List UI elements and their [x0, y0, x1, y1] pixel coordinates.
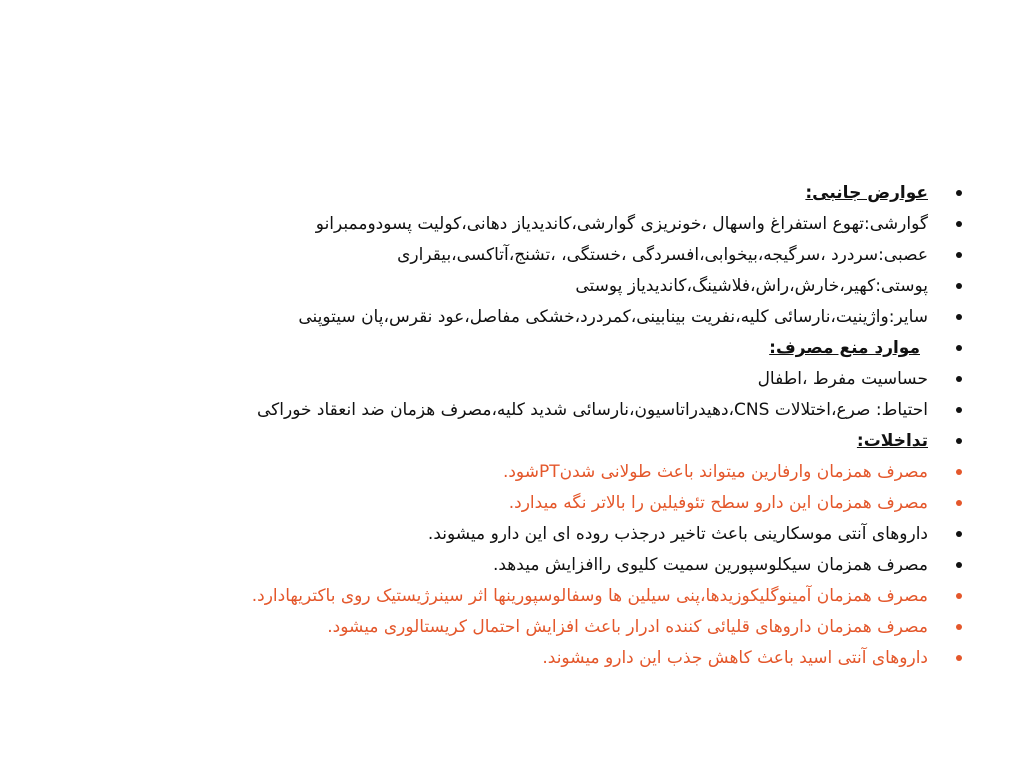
- bullet-text: پوستی:کهیر،خارش،راش،فلاشینگ،کاندیدیاز پوستی: [575, 276, 928, 296]
- bullet-item-warfarin: [60, 457, 968, 488]
- bullet-item-gastrointestinal: [60, 209, 968, 240]
- bullet-item-interactions-heading: [60, 426, 968, 457]
- bullet-dot-icon: [956, 624, 962, 630]
- bullet-text: مصرف همزمان آمینوگلیکوزیدها،پنی سیلین ها وسفالوسپورینها اثر سینرژیستیک روی باکتریهادارد.: [251, 586, 928, 606]
- bullet-text: سایر:واژینیت،نارسائی کلیه،نفریت بینابینی،کمردرد،خشکی مفاصل،عود نقرس،پان سیتوپنی: [298, 307, 928, 327]
- bullet-item-other-effects: [60, 302, 968, 333]
- bullet-text: داروهای آنتی اسید باعث کاهش جذب این دارو میشوند.: [542, 648, 928, 668]
- bullet-text: داروهای آنتی موسکارینی باعث تاخیر درجذب روده ای این دارو میشوند.: [427, 524, 928, 544]
- bullet-dot-icon: [956, 345, 962, 351]
- bullet-item-theophylline: [60, 488, 968, 519]
- bullet-dot-icon: [956, 407, 962, 413]
- bullet-item-aminoglycosides: [60, 581, 968, 612]
- bullet-dot-icon: [956, 593, 962, 599]
- bullet-item-urinary-alkalinizers: [60, 612, 968, 643]
- bullet-text: عصبی:سردرد ،سرگیجه،بیخوابی،افسردگی ،خستگی، ،تشنج،آتاکسی،بیقراری: [397, 245, 928, 265]
- bullet-text: مصرف همزمان این دارو سطح تئوفیلین را بالاتر نگه میدارد.: [508, 493, 928, 513]
- bullet-item-antimuscarinic: [60, 519, 968, 550]
- bullet-text: مصرف همزمان وارفارین میتواند باعث طولانی شدنPTشود.: [502, 462, 928, 482]
- bullet-item-dermatological: [60, 271, 968, 302]
- bullet-dot-icon: [956, 469, 962, 475]
- bullet-text: احتیاط: صرع،اختلالات CNS،دهیدراتاسیون،نارسائی شدید کلیه،مصرف هزمان ضد انعقاد خوراکی: [257, 400, 928, 420]
- bullet-text: حساسیت مفرط ،اطفال: [757, 369, 928, 389]
- bullet-dot-icon: [956, 314, 962, 320]
- bullet-text: مصرف همزمان داروهای قلیائی کننده ادرار باعث افزایش احتمال کریستالوری میشود.: [327, 617, 928, 637]
- bullet-dot-icon: [956, 221, 962, 227]
- bullet-dot-icon: [956, 438, 962, 444]
- bullet-item-cyclosporine: [60, 550, 968, 581]
- bullet-dot-icon: [956, 655, 962, 661]
- bullet-item-antacids: [60, 643, 968, 674]
- bullet-dot-icon: [956, 376, 962, 382]
- bullet-text: تداخلات:: [856, 431, 928, 451]
- bullet-dot-icon: [956, 252, 962, 258]
- bullet-text: موارد منع مصرف:: [769, 338, 920, 358]
- bullet-dot-icon: [956, 500, 962, 506]
- bullet-item-contraindications-heading: [60, 333, 968, 364]
- bullet-text: مصرف همزمان سیکلوسپورین سمیت کلیوی راافزایش میدهد.: [492, 555, 928, 575]
- bullet-dot-icon: [956, 283, 962, 289]
- bullet-list: [60, 178, 968, 674]
- bullet-item-hypersensitivity: [60, 364, 968, 395]
- bullet-dot-icon: [956, 531, 962, 537]
- bullet-item-caution: [60, 395, 968, 426]
- bullet-item-side-effects-heading: [60, 178, 968, 209]
- bullet-text: گوارشی:تهوع استفراغ واسهال ،خونریزی گوارشی،کاندیدیاز دهانی،کولیت پسودوممبرانو: [315, 214, 928, 234]
- bullet-dot-icon: [956, 562, 962, 568]
- bullet-item-neurological: [60, 240, 968, 271]
- bullet-dot-icon: [956, 190, 962, 196]
- bullet-text: عوارض جانبی:: [805, 183, 928, 203]
